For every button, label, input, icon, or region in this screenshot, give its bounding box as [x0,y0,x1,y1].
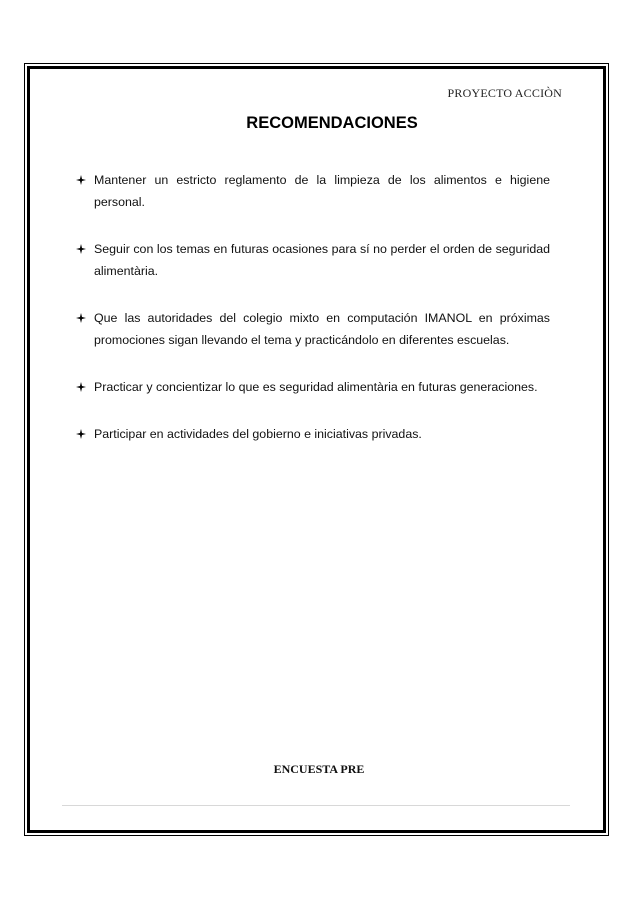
recommendations-list [94,169,550,470]
recommendation-item [94,307,550,351]
recommendation-text: Participar en actividades del gobierno e iniciativas privadas. [94,427,422,441]
recommendation-text: Seguir con los temas en futuras ocasiones para sí no perder el orden de seguridad alimentària. [94,242,550,278]
recommendation-item [94,376,550,398]
diamond-bullet-icon [76,244,86,254]
recommendation-text: Mantener un estricto reglamento de la limpieza de los alimentos e higiene personal. [94,173,550,209]
recommendation-item [94,169,550,213]
diamond-bullet-icon [76,313,86,323]
recommendation-text: Que las autoridades del colegio mixto en computación IMANOL en próximas promociones sigan llevando el tema y practicándolo en diferentes escuelas. [94,311,550,347]
project-header-label: PROYECTO ACCIÒN [447,86,562,100]
page-title: RECOMENDACIONES [246,114,418,132]
recommendation-item [94,238,550,282]
diamond-bullet-icon [76,175,86,185]
footer-section-label: ENCUESTA PRE [273,762,365,776]
recommendation-text: Practicar y concientizar lo que es seguridad alimentària en futuras generaciones. [94,380,538,394]
diamond-bullet-icon [76,429,86,439]
recommendation-item [94,423,550,445]
footer-divider [62,805,570,806]
diamond-bullet-icon [76,382,86,392]
